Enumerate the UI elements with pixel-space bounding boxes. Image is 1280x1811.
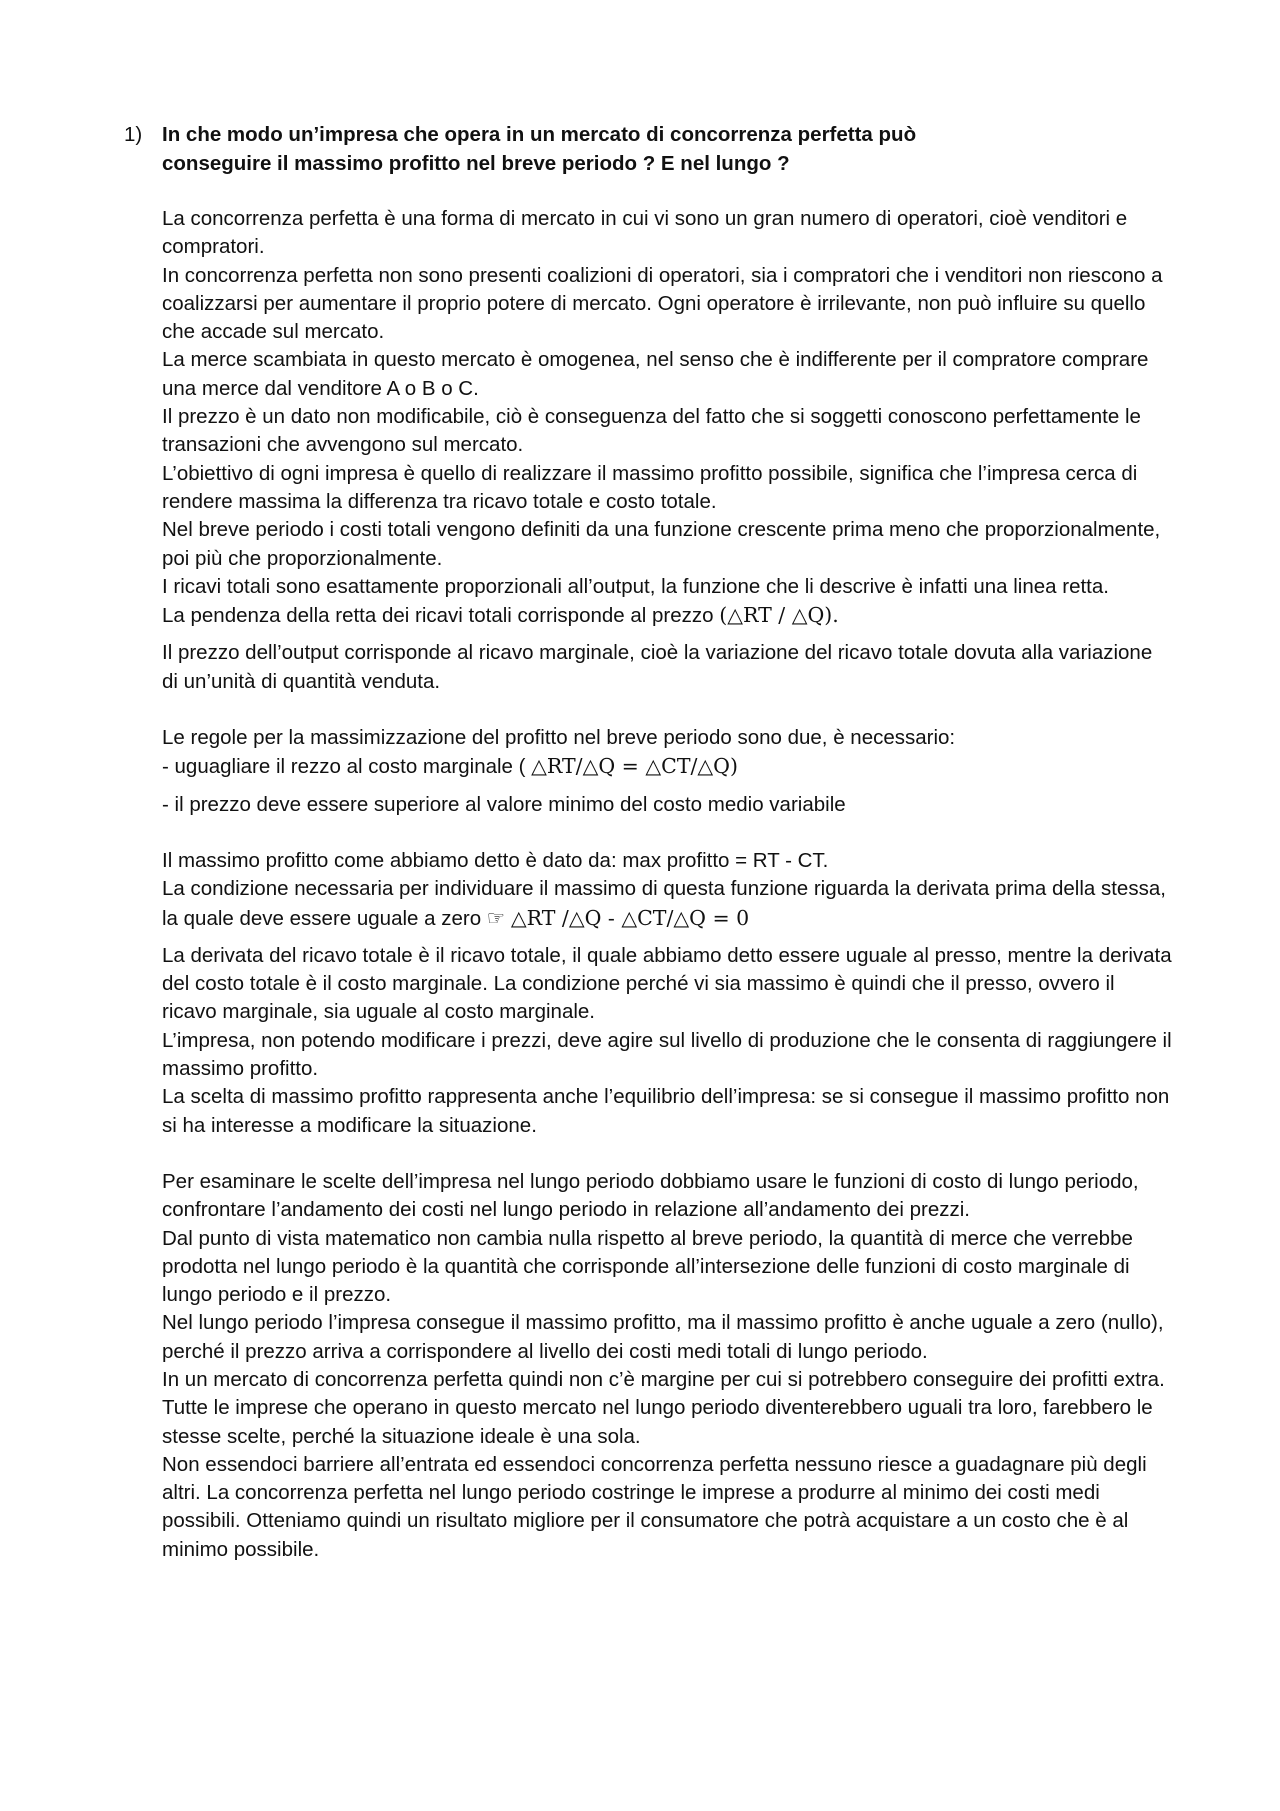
paragraph-long-run-math: Dal punto di vista matematico non cambia nulla rispetto al breve periodo, la quantità di merce che verrebbe prodotta nel lungo periodo è la quantità che corrisponde all’intersezione delle funzioni di costo marginale di lungo periodo e il prezzo. bbox=[162, 1226, 1133, 1307]
paragraph-long-run-intro: Per esaminare le scelte dell’impresa nel lungo periodo dobbiamo usare le funzioni di costo di lungo periodo, confrontare l’andamento dei costi nel lungo periodo in relazione all’andamento dei prezzi. bbox=[162, 1169, 1139, 1222]
rule-item-2: - il prezzo deve essere superiore al valore minimo del costo medio variabile bbox=[162, 792, 846, 816]
paragraph-max-profit: Il massimo profitto come abbiamo detto è dato da: max profitto = RT - CT. bbox=[162, 848, 829, 872]
paragraph-definition: La concorrenza perfetta è una forma di mercato in cui vi sono un gran numero di operatori, cioè venditori e compratori. bbox=[162, 207, 1128, 259]
rule-item-1 bbox=[162, 752, 1172, 781]
derivative-text: La condizione necessaria per individuare il massimo di questa funzione riguarda la derivata prima della stessa, la quale deve essere uguale a zero ☞ bbox=[162, 877, 1166, 930]
paragraph-homogeneous-goods: La merce scambiata in questo mercato è omogenea, nel senso che è indifferente per il compratore comprare una merce dal venditore A o B o C. bbox=[162, 348, 1149, 400]
question-text bbox=[162, 121, 1144, 178]
answer-body bbox=[162, 205, 1172, 1564]
paragraph-total-revenue: I ricavi totali sono esattamente proporzionali all’output, la funzione che li descrive è infatti una linea retta. bbox=[162, 574, 1109, 598]
paragraph-marginal-revenue: Il prezzo dell’output corrisponde al ricavo marginale, cioè la variazione del ricavo totale dovuta alla variazione di un’unità di quantità venduta. bbox=[162, 641, 1153, 693]
paragraph-rules-intro: Le regole per la massimizzazione del profitto nel breve periodo sono due, è necessario: bbox=[162, 726, 956, 750]
paragraph-no-barriers: Non essendoci barriere all’entrata ed essendoci concorrenza perfetta nessuno riesce a guadagnare più degli altri. La concorrenza perfetta nel lungo periodo costringe le imprese a produrre al minimo dei costi medi possibili. Otteniamo quindi un risultato migliore per il consumatore che potrà acquistare a un costo che è al minimo possibile. bbox=[162, 1452, 1147, 1561]
paragraph-slope bbox=[162, 601, 1172, 630]
paragraph-no-extra-profits: In un mercato di concorrenza perfetta quindi non c’è margine per cui si potrebbero conseguire dei profitti extra. Tutte le imprese che operano in questo mercato nel lungo periodo diventerebbero uguali tra loro, farebbero le stesse scelte, perché la situazione ideale è una sola. bbox=[162, 1367, 1165, 1448]
paragraph-short-run-costs: Nel breve periodo i costi totali vengono definiti da una funzione crescente prima meno che proporzionalmente, poi più che proporzionalmente. bbox=[162, 518, 1161, 570]
rule-1-text: - uguagliare il rezzo al costo marginale ( bbox=[162, 755, 532, 779]
paragraph-price-given: Il prezzo è un dato non modificabile, ciò è conseguenza del fatto che si soggetti conoscono perfettamente le transazioni che avvengono sul mercato. bbox=[162, 405, 1141, 457]
slope-text: La pendenza della retta dei ricavi totali corrisponde al prezzo bbox=[162, 604, 720, 628]
paragraph-no-coalitions: In concorrenza perfetta non sono presenti coalizioni di operatori, sia i compratori che i venditori non riescono a coalizzarsi per aumentare il proprio potere di mercato. Ogni operatore è irrilevante, non può influire su quello che accade sul mercato. bbox=[162, 263, 1163, 344]
question-line-1: In che modo un’impresa che opera in un mercato di concorrenza perfetta può bbox=[162, 123, 917, 146]
question-heading bbox=[124, 121, 1144, 178]
paragraph-derivatives: La derivata del ricavo totale è il ricavo totale, il quale abbiamo detto essere uguale al presso, mentre la derivata del costo totale è il costo marginale. La condizione perché vi sia massimo è quindi che il presso, ovvero il ricavo marginale, sia uguale al costo marginale. bbox=[162, 943, 1172, 1024]
paragraph-equilibrium: La scelta di massimo profitto rappresenta anche l’equilibrio dell’impresa: se si consegue il massimo profitto non si ha interesse a modificare la situazione. bbox=[162, 1085, 1170, 1137]
rule-1-formula: △RT/△Q = △CT/△Q) bbox=[531, 754, 738, 779]
paragraph-production-level: L’impresa, non potendo modificare i prezzi, deve agire sul livello di produzione che le consenta di raggiungere il massimo profitto. bbox=[162, 1028, 1172, 1081]
question-number: 1) bbox=[124, 123, 143, 146]
question-line-2: conseguire il massimo profitto nel breve periodo ? E nel lungo ? bbox=[162, 151, 790, 175]
paragraph-long-run-zero-profit: Nel lungo periodo l’impresa consegue il massimo profitto, ma il massimo profitto è anche uguale a zero (nullo), perché il prezzo arriva a corrispondere al livello dei costi medi totali di lungo periodo. bbox=[162, 1311, 1164, 1363]
derivative-formula: △RT /△Q - △CT/△Q = 0 bbox=[510, 905, 750, 930]
paragraph-objective: L’obiettivo di ogni impresa è quello di realizzare il massimo profitto possibile, significa che l’impresa cerca di rendere massima la differenza tra ricavo totale e costo totale. bbox=[162, 461, 1138, 513]
slope-formula: (△RT / △Q). bbox=[719, 603, 839, 628]
paragraph-derivative-condition bbox=[162, 875, 1172, 933]
